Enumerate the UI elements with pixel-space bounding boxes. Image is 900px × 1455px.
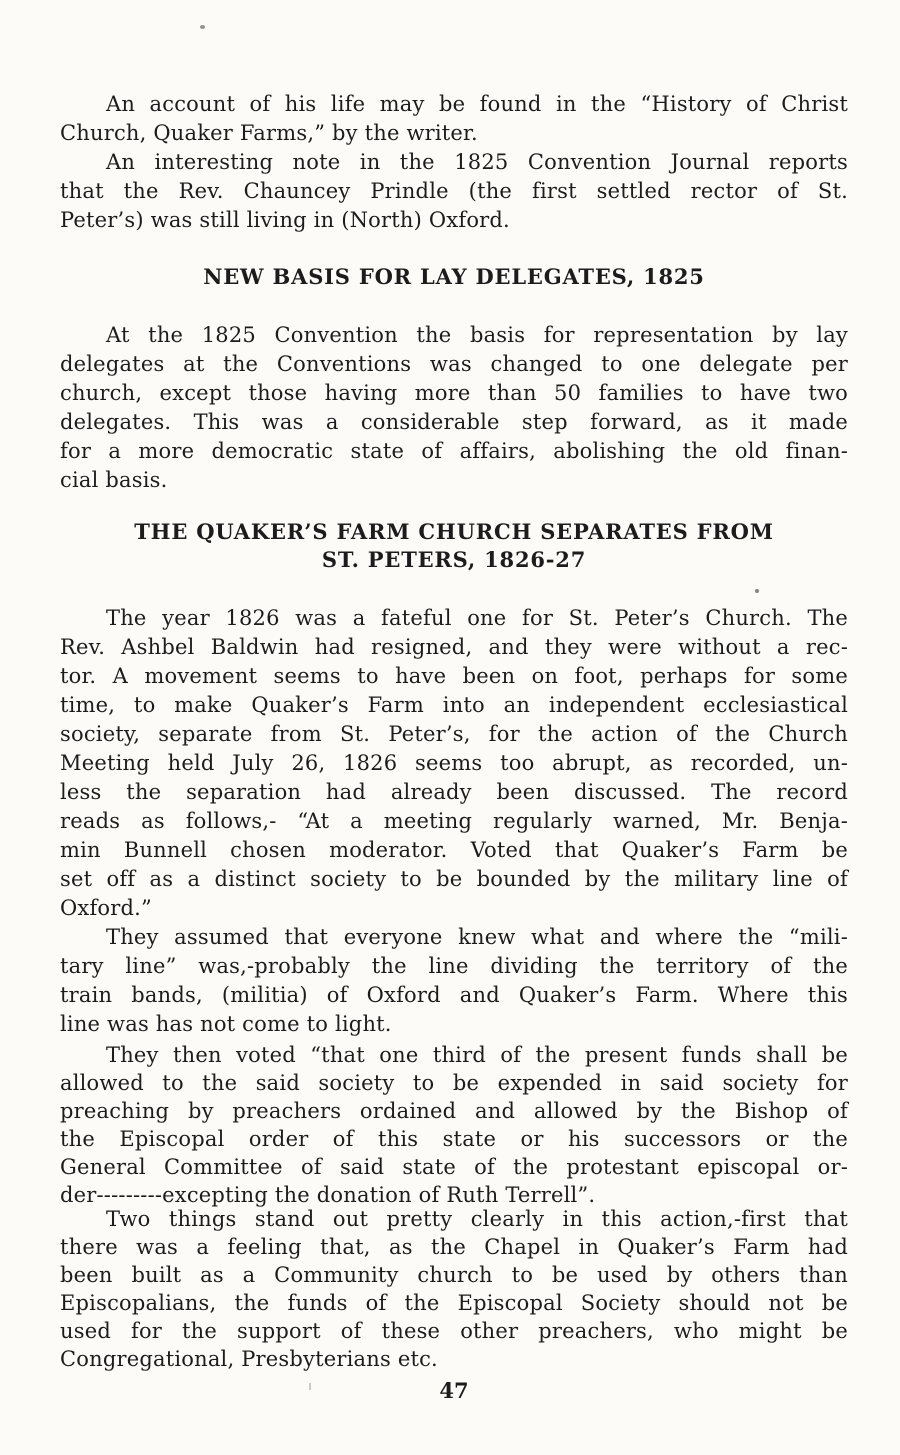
text-line: time, to make Quaker’s Farm into an independent ecclesiastical [60, 693, 848, 717]
text-line: tor. A movement seems to have been on foot, perhaps for some [60, 664, 848, 688]
page-number: 47 [439, 1378, 469, 1403]
ink-speck [755, 589, 759, 593]
paragraph-one-third-funds [60, 1041, 848, 1209]
text-line: reads as follows,- “At a meeting regularly warned, Mr. Benja- [60, 809, 848, 833]
text-line: set off as a distinct society to be bounded by the military line of [60, 867, 848, 891]
text-line: delegates at the Conventions was changed to one delegate per [60, 352, 848, 376]
text-line: allowed to the said society to be expended in said society for [60, 1071, 848, 1095]
text-line: The year 1826 was a fateful one for St. Peter’s Church. The [106, 606, 848, 630]
text-line: that the Rev. Chauncey Prindle (the first settled rector of St. [60, 179, 848, 203]
text-line: the Episcopal order of this state or his successors or the [60, 1127, 848, 1151]
text-line: Meeting held July 26, 1826 seems too abrupt, as recorded, un- [60, 751, 848, 775]
text-line: Two things stand out pretty clearly in this action,-first that [106, 1207, 848, 1231]
text-line: They assumed that everyone knew what and where the “mili- [106, 925, 848, 949]
paragraph-year-1826 [60, 604, 848, 923]
text-line: church, except those having more than 50 families to have two [60, 381, 848, 405]
text-line: delegates. This was a considerable step forward, as it made [60, 410, 848, 434]
text-line: line was has not come to light. [60, 1012, 392, 1036]
text-line: been built as a Community church to be used by others than [60, 1263, 848, 1287]
text-line: Rev. Ashbel Baldwin had resigned, and they were without a rec- [60, 635, 848, 659]
text-line: An account of his life may be found in the “History of Christ [106, 92, 848, 116]
text-line: ST. PETERS, 1826-27 [321, 547, 587, 572]
text-line: used for the support of these other preachers, who might be [60, 1319, 848, 1343]
text-line: min Bunnell chosen moderator. Voted that Quaker’s Farm be [60, 838, 848, 862]
paragraph-1825-convention [60, 321, 848, 495]
text-line: less the separation had already been discussed. The record [60, 780, 848, 804]
section-heading-quakers-farm-separates [60, 518, 848, 574]
text-line: THE QUAKER’S FARM CHURCH SEPARATES FROM [134, 519, 774, 544]
paragraph-military-line [60, 923, 848, 1039]
paragraph-convention-journal-note [60, 148, 848, 235]
text-line: At the 1825 Convention the basis for representation by lay [106, 323, 848, 347]
text-line: society, separate from St. Peter’s, for the action of the Church [60, 722, 848, 746]
text-line: NEW BASIS FOR LAY DELEGATES, 1825 [203, 264, 705, 289]
text-line: Church, Quaker Farms,” by the writer. [60, 121, 478, 145]
text-line: train bands, (militia) of Oxford and Quaker’s Farm. Where this [60, 983, 848, 1007]
text-line: General Committee of said state of the protestant episcopal or- [60, 1155, 848, 1179]
text-line: for a more democratic state of affairs, abolishing the old finan- [60, 439, 848, 463]
section-heading-new-basis [60, 262, 848, 291]
text-line: tary line” was,-probably the line dividing the territory of the [60, 954, 848, 978]
text-line: there was a feeling that, as the Chapel in Quaker’s Farm had [60, 1235, 848, 1259]
text-line: They then voted “that one third of the present funds shall be [106, 1043, 848, 1067]
text-line: cial basis. [60, 468, 168, 492]
text-line: Oxford.” [60, 896, 152, 920]
paragraph-two-things [60, 1205, 848, 1373]
text-line: preaching by preachers ordained and allowed by the Bishop of [60, 1099, 848, 1123]
text-line: Episcopalians, the funds of the Episcopal Society should not be [60, 1291, 848, 1315]
text-line: An interesting note in the 1825 Convention Journal reports [106, 150, 848, 174]
ink-speck [200, 25, 205, 29]
text-line: der---------excepting the donation of Ruth Terrell”. [60, 1183, 596, 1207]
text-line: Peter’s) was still living in (North) Oxford. [60, 208, 510, 232]
paragraph-account-of-life [60, 90, 848, 148]
text-line: Congregational, Presbyterians etc. [60, 1347, 438, 1371]
